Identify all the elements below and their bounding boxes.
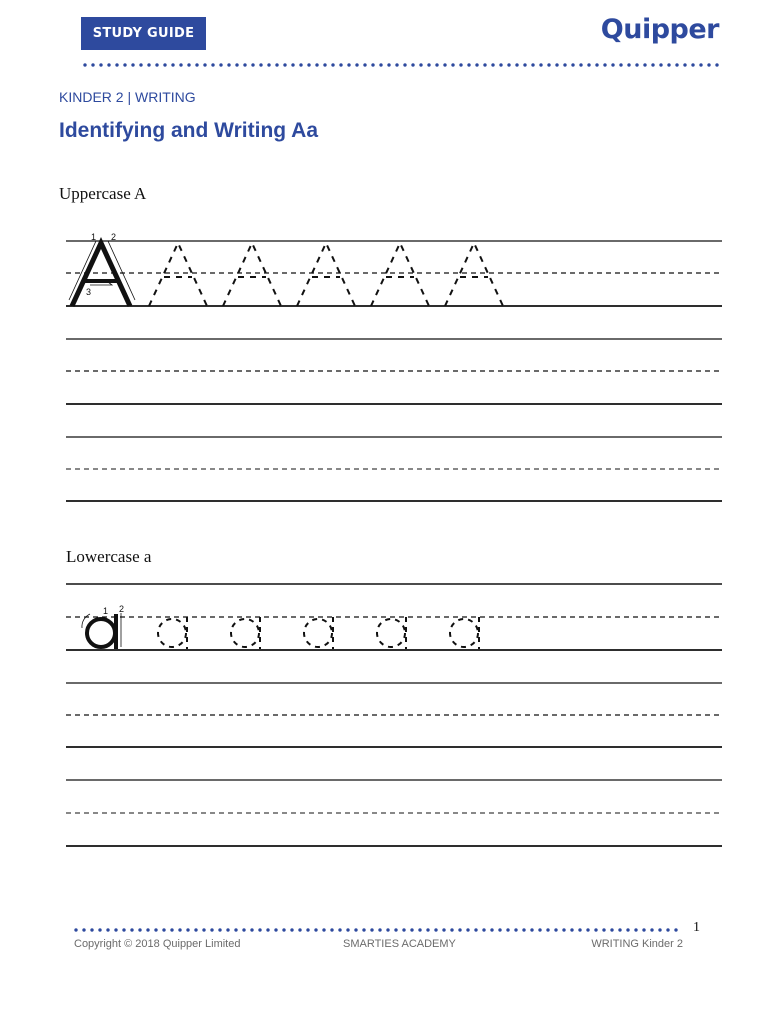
uppercase-model-letter: [69, 232, 135, 306]
trace-letter-a-upper: [445, 243, 503, 306]
trace-letter-a-upper: [223, 243, 281, 306]
trace-letter-a-lower: [231, 619, 259, 647]
uppercase-writing-lines: [66, 241, 722, 501]
footer-course: WRITING Kinder 2: [591, 938, 683, 950]
stroke-number: 2: [119, 604, 125, 614]
stroke-number: 1: [91, 232, 97, 242]
lowercase-section-label: Lowercase a: [66, 547, 152, 566]
footer-school: SMARTIES ACADEMY: [343, 938, 456, 950]
trace-letter-a-upper: [297, 243, 355, 306]
bottom-dotted-divider: [72, 928, 678, 932]
stroke-number: 3: [86, 287, 92, 297]
stroke-number: 2: [111, 232, 117, 242]
uppercase-section-label: Uppercase A: [59, 184, 147, 203]
study-guide-badge: STUDY GUIDE: [81, 17, 206, 50]
trace-letter-a-lower: [304, 619, 332, 647]
trace-letter-a-lower: [377, 619, 405, 647]
page-number: 1: [693, 920, 700, 935]
uppercase-trace-letters: [149, 243, 503, 306]
lowercase-trace-letters: [158, 617, 479, 649]
lowercase-writing-lines: [66, 584, 722, 846]
trace-letter-a-upper: [149, 243, 207, 306]
trace-letter-a-upper: [371, 243, 429, 306]
subject-breadcrumb: KINDER 2 | WRITING: [59, 89, 196, 105]
footer-copyright: Copyright © 2018 Quipper Limited: [74, 938, 241, 950]
quipper-logo: Quipper: [600, 14, 719, 45]
trace-letter-a-lower: [450, 619, 478, 647]
trace-letter-a-lower: [158, 619, 186, 647]
page-title: Identifying and Writing Aa: [59, 119, 318, 142]
lowercase-model-letter: [82, 604, 124, 649]
stroke-number: 1: [103, 606, 109, 616]
